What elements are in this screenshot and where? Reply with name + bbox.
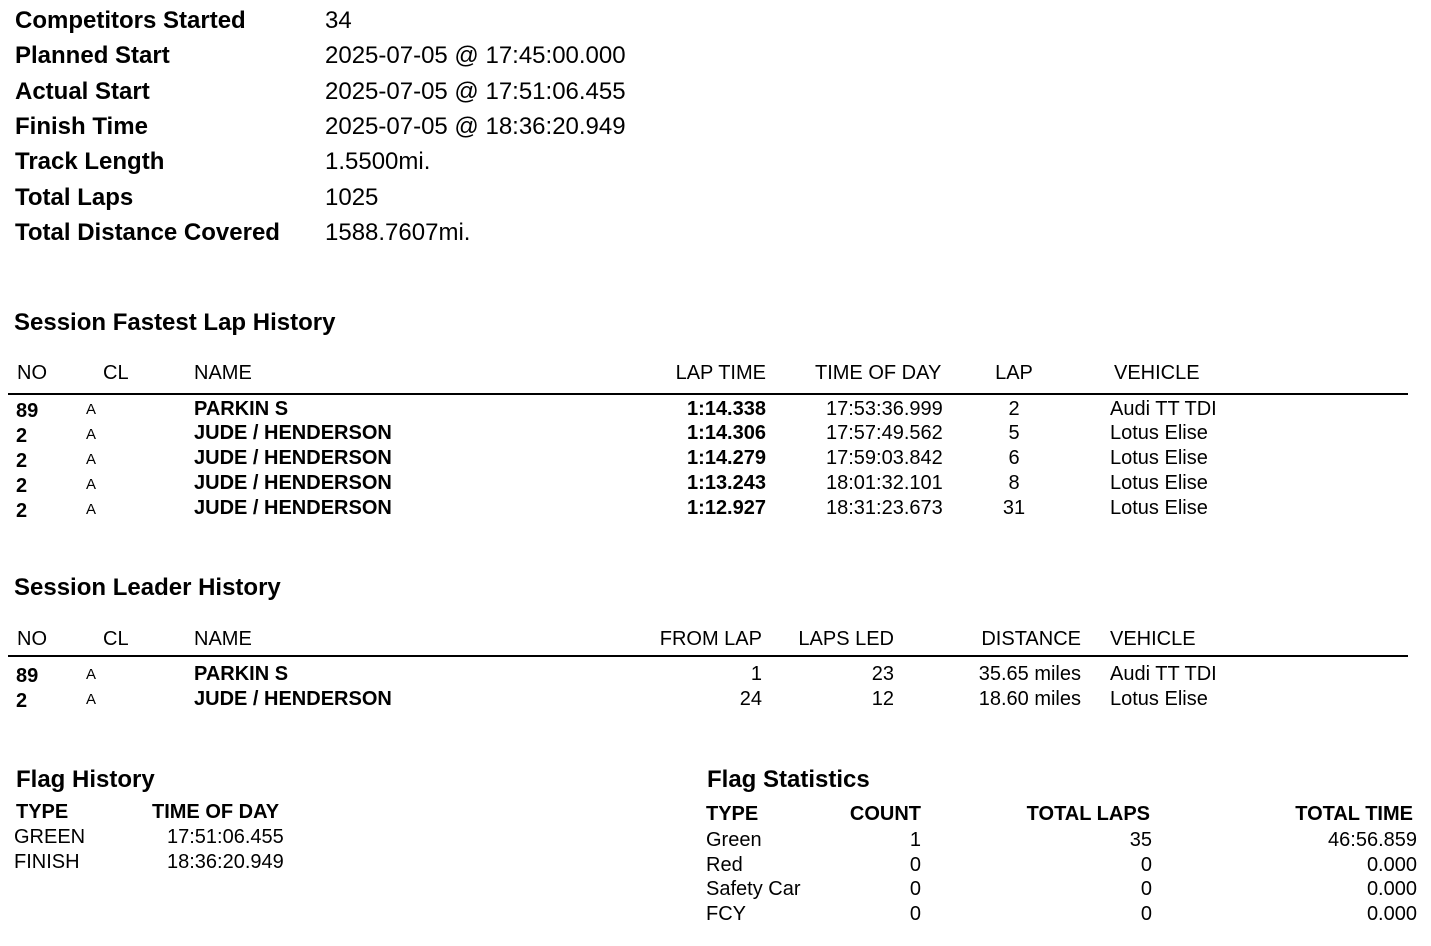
cell-name: JUDE / HENDERSON — [194, 497, 392, 519]
section-title: Flag Statistics — [707, 766, 870, 793]
col-header-count: COUNT — [849, 803, 921, 825]
cell-lap-time: 1:13.243 — [687, 472, 766, 494]
cell-cl: A — [86, 691, 97, 708]
header-divider — [8, 393, 1408, 395]
cell-type: FINISH — [14, 851, 80, 873]
cell-count: 0 — [909, 854, 921, 876]
cell-cl: A — [86, 476, 97, 493]
cell-no: 2 — [16, 690, 28, 712]
cell-vehicle: Lotus Elise — [1110, 447, 1208, 469]
summary-value: 34 — [325, 7, 352, 34]
cell-name: PARKIN S — [194, 398, 289, 420]
cell-total-laps: 0 — [1140, 878, 1152, 900]
cell-cl: A — [86, 401, 97, 418]
cell-no: 89 — [16, 400, 39, 422]
cell-lap: 31 — [1002, 497, 1026, 519]
cell-type: Green — [706, 829, 762, 851]
cell-no: 2 — [16, 425, 28, 447]
col-header-time-of-day: TIME OF DAY — [152, 801, 280, 823]
cell-distance: 35.65 miles — [978, 663, 1081, 685]
col-header-laps-led: LAPS LED — [798, 628, 894, 650]
summary-label: Track Length — [15, 148, 165, 175]
cell-no: 2 — [16, 450, 28, 472]
col-header-no: NO — [17, 628, 47, 650]
col-header-from-lap: FROM LAP — [659, 628, 762, 650]
cell-total-time: 46:56.859 — [1328, 829, 1417, 851]
col-header-no: NO — [17, 362, 47, 384]
cell-vehicle: Lotus Elise — [1110, 422, 1208, 444]
cell-name: JUDE / HENDERSON — [194, 688, 392, 710]
cell-time-of-day: 18:01:32.101 — [826, 472, 943, 494]
cell-total-laps: 35 — [1129, 829, 1152, 851]
cell-lap-time: 1:12.927 — [687, 497, 766, 519]
cell-total-laps: 0 — [1140, 903, 1152, 925]
cell-cl: A — [86, 451, 97, 468]
col-header-type: TYPE — [16, 801, 69, 823]
col-header-vehicle: VEHICLE — [1110, 628, 1196, 650]
cell-cl: A — [86, 501, 97, 518]
cell-lap-time: 1:14.279 — [687, 447, 766, 469]
cell-lap: 5 — [1008, 422, 1020, 444]
col-header-distance: DISTANCE — [981, 628, 1081, 650]
cell-vehicle: Lotus Elise — [1110, 688, 1208, 710]
cell-count: 0 — [909, 903, 921, 925]
col-header-lap-time: LAP TIME — [675, 362, 766, 384]
summary-label: Total Laps — [15, 184, 134, 211]
col-header-name: NAME — [194, 628, 252, 650]
cell-type: GREEN — [14, 826, 86, 848]
cell-lap-time: 1:14.306 — [687, 422, 766, 444]
cell-vehicle: Audi TT TDI — [1110, 663, 1217, 685]
cell-from-lap: 24 — [739, 688, 762, 710]
cell-total-time: 0.000 — [1366, 854, 1417, 876]
summary-label: Finish Time — [15, 113, 148, 140]
summary-label: Actual Start — [15, 78, 150, 105]
summary-label: Planned Start — [15, 42, 170, 69]
summary-value: 2025-07-05 @ 18:36:20.949 — [325, 113, 626, 140]
cell-laps-led: 12 — [871, 688, 894, 710]
section-title: Session Leader History — [14, 574, 281, 601]
col-header-total-time: TOTAL TIME — [1295, 803, 1413, 825]
cell-type: FCY — [706, 903, 746, 925]
header-divider — [8, 655, 1408, 657]
summary-value: 2025-07-05 @ 17:45:00.000 — [325, 42, 626, 69]
summary-value: 2025-07-05 @ 17:51:06.455 — [325, 78, 626, 105]
cell-count: 1 — [909, 829, 921, 851]
cell-vehicle: Audi TT TDI — [1110, 398, 1217, 420]
cell-time-of-day: 17:51:06.455 — [167, 826, 284, 848]
cell-time-of-day: 17:57:49.562 — [826, 422, 943, 444]
cell-from-lap: 1 — [750, 663, 762, 685]
col-header-total-laps: TOTAL LAPS — [1026, 803, 1150, 825]
cell-type: Red — [706, 854, 743, 876]
cell-lap: 8 — [1008, 472, 1020, 494]
cell-name: JUDE / HENDERSON — [194, 472, 392, 494]
col-header-type: TYPE — [706, 803, 759, 825]
col-header-cl: CL — [103, 362, 129, 384]
cell-laps-led: 23 — [871, 663, 894, 685]
summary-value: 1588.7607mi. — [325, 219, 471, 246]
cell-name: JUDE / HENDERSON — [194, 422, 392, 444]
cell-count: 0 — [909, 878, 921, 900]
cell-total-time: 0.000 — [1366, 903, 1417, 925]
cell-name: PARKIN S — [194, 663, 289, 685]
summary-value: 1025 — [325, 184, 379, 211]
cell-cl: A — [86, 666, 97, 683]
cell-type: Safety Car — [706, 878, 801, 900]
cell-vehicle: Lotus Elise — [1110, 497, 1208, 519]
cell-lap-time: 1:14.338 — [687, 398, 766, 420]
section-title: Flag History — [16, 766, 155, 793]
cell-total-laps: 0 — [1140, 854, 1152, 876]
section-title: Session Fastest Lap History — [14, 309, 336, 336]
cell-time-of-day: 18:31:23.673 — [826, 497, 943, 519]
col-header-vehicle: VEHICLE — [1114, 362, 1200, 384]
cell-distance: 18.60 miles — [978, 688, 1081, 710]
cell-no: 2 — [16, 500, 28, 522]
col-header-lap: LAP — [995, 362, 1033, 384]
cell-time-of-day: 18:36:20.949 — [167, 851, 284, 873]
cell-lap: 6 — [1008, 447, 1020, 469]
cell-time-of-day: 17:59:03.842 — [826, 447, 943, 469]
cell-total-time: 0.000 — [1366, 878, 1417, 900]
cell-lap: 2 — [1008, 398, 1020, 420]
cell-name: JUDE / HENDERSON — [194, 447, 392, 469]
summary-label: Competitors Started — [15, 7, 246, 34]
cell-no: 89 — [16, 665, 39, 687]
col-header-cl: CL — [103, 628, 129, 650]
col-header-name: NAME — [194, 362, 252, 384]
cell-cl: A — [86, 426, 97, 443]
summary-value: 1.5500mi. — [325, 148, 431, 175]
cell-vehicle: Lotus Elise — [1110, 472, 1208, 494]
summary-label: Total Distance Covered — [15, 219, 280, 246]
col-header-time-of-day: TIME OF DAY — [815, 362, 942, 384]
cell-no: 2 — [16, 475, 28, 497]
cell-time-of-day: 17:53:36.999 — [826, 398, 943, 420]
